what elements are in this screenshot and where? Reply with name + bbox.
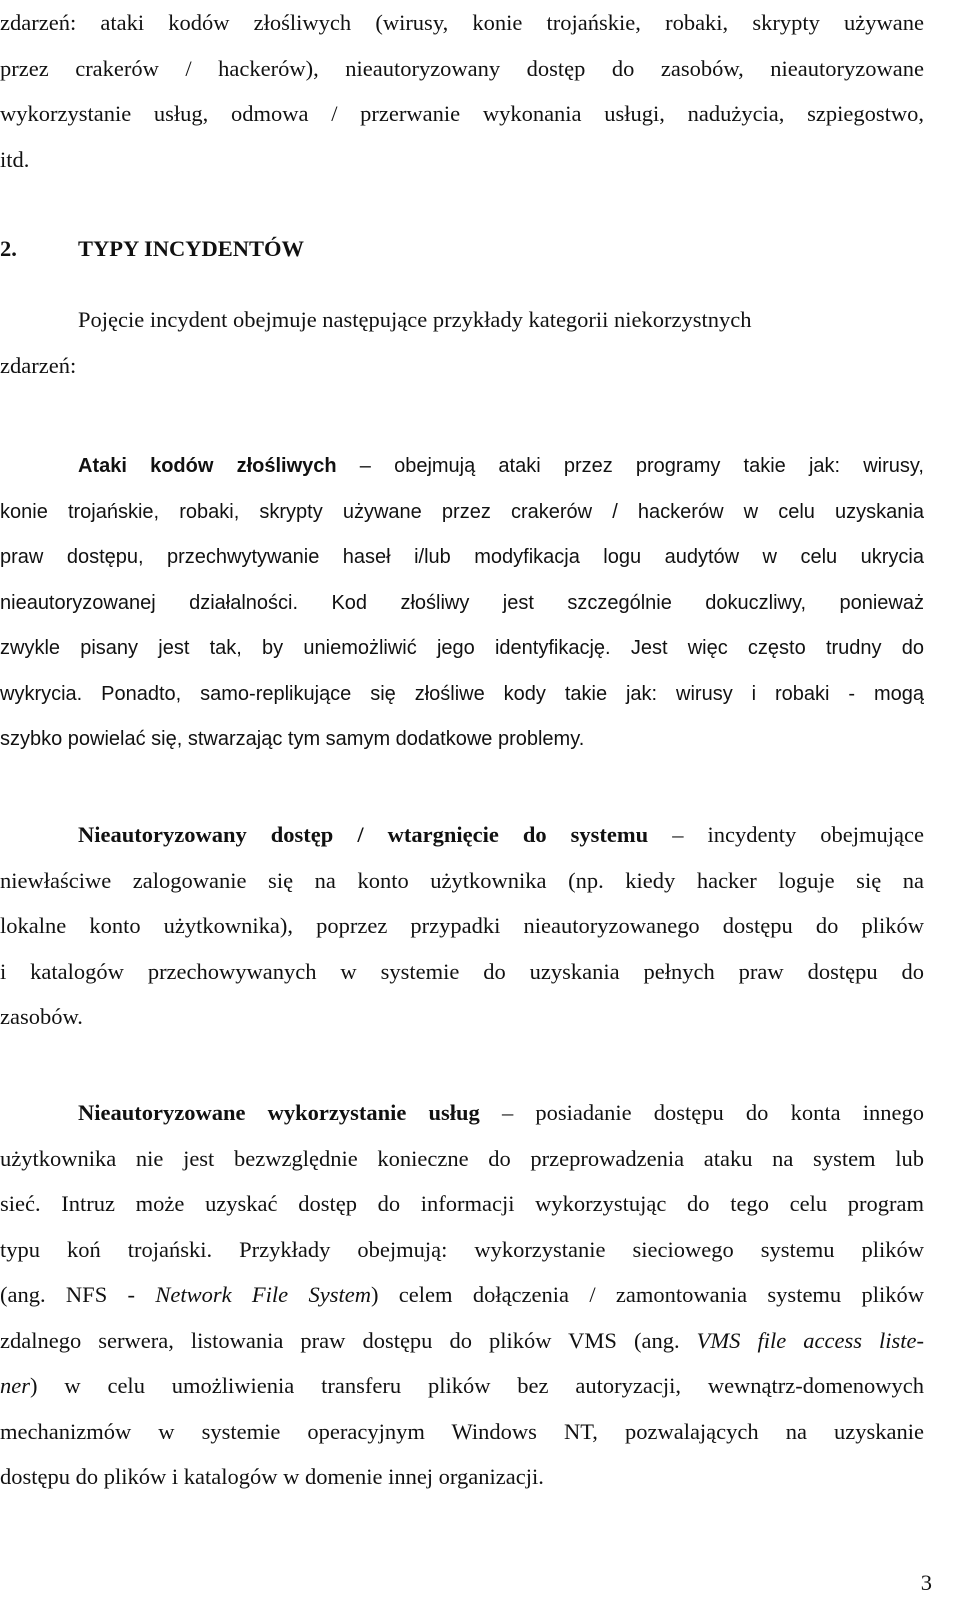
vms-term-part2: ner bbox=[0, 1373, 30, 1398]
unauthorized-access-paragraph bbox=[0, 812, 924, 1040]
concept-line: Pojęcie incydent obejmuje następujące przykłady kategorii niekorzystnych bbox=[78, 307, 752, 332]
malware-paragraph bbox=[0, 444, 924, 763]
intro-line: wykorzystanie usług, odmowa / przerwanie wykonania usługi, nadużycia, szpiegostwo, bbox=[0, 101, 924, 126]
page-number: 3 bbox=[920, 1570, 932, 1595]
malware-line: szybko powielać się, stwarzając tym samym dodatkowe problemy. bbox=[0, 728, 585, 750]
unauthorized-access-line: lokalne konto użytkownika), poprzez przypadki nieautoryzowanego dostępu do plików bbox=[0, 913, 924, 938]
intro-paragraph bbox=[0, 0, 924, 182]
unauthorized-use-first-line bbox=[0, 1090, 924, 1136]
intro-line: przez crakerów / hackerów), nieautoryzowany dostęp do zasobów, nieautoryzowane bbox=[0, 55, 924, 81]
unauthorized-use-title: Nieautoryzowane wykorzystanie usług bbox=[78, 1100, 480, 1125]
malware-first-line-text: – obejmują ataki przez programy takie jak: wirusy, bbox=[336, 455, 924, 477]
malware-line: wykrycia. Ponadto, samo-replikujące się złośliwe kody takie jak: wirusy i robaki - mogą bbox=[0, 682, 924, 705]
vms-text-before: zdalnego serwera, listowania praw dostępu do plików VMS (ang. bbox=[0, 1327, 697, 1353]
unauthorized-use-line: dostępu do plików i katalogów w domenie innej organizacji. bbox=[0, 1464, 544, 1489]
unauthorized-use-line bbox=[0, 1363, 924, 1409]
intro-line: zdarzeń: ataki kodów złośliwych (wirusy, konie trojańskie, robaki, skrypty używane bbox=[0, 10, 924, 35]
malware-first-line bbox=[0, 444, 924, 490]
vms-text-after: ) w celu umożliwienia transferu plików bez autoryzacji, wewnątrz-domenowych bbox=[30, 1373, 924, 1398]
unauthorized-use-line bbox=[0, 1318, 924, 1364]
malware-line: praw dostępu, przechwytywanie haseł i/lub modyfikacja logu audytów w celu ukrycia bbox=[0, 546, 924, 568]
unauthorized-access-line: zasobów. bbox=[0, 1004, 83, 1029]
malware-line: nieautoryzowanej działalności. Kod złośliwy jest szczególnie dokuczliwy, ponieważ bbox=[0, 591, 924, 614]
vms-term-part1: VMS file access liste- bbox=[696, 1327, 924, 1353]
section-heading bbox=[0, 231, 304, 267]
unauthorized-access-line: i katalogów przechowywanych w systemie do uzyskania pełnych praw dostępu do bbox=[0, 958, 924, 984]
section-title: TYPY INCYDENTÓW bbox=[78, 236, 305, 261]
unauthorized-use-line: użytkownika nie jest bezwzględnie konieczne do przeprowadzenia ataku na system lub bbox=[0, 1145, 924, 1171]
unauthorized-use-line: mechanizmów w systemie operacyjnym Windows NT, pozwalających na uzyskanie bbox=[0, 1418, 924, 1444]
malware-line: konie trojańskie, robaki, skrypty używane przez crakerów / hackerów w celu uzyskania bbox=[0, 500, 924, 523]
unauthorized-use-line: sieć. Intruz może uzyskać dostęp do informacji wykorzystując do tego celu program bbox=[0, 1191, 924, 1216]
unauthorized-access-first-line bbox=[0, 812, 924, 858]
unauthorized-access-title: Nieautoryzowany dostęp / wtargnięcie do systemu bbox=[78, 822, 649, 847]
concept-line: zdarzeń: bbox=[0, 353, 77, 378]
nfs-text-before: (ang. NFS - bbox=[0, 1282, 156, 1307]
unauthorized-use-line bbox=[0, 1272, 924, 1318]
section-number: 2. bbox=[0, 236, 17, 261]
unauthorized-use-line: typu koń trojański. Przykłady obejmują: wykorzystanie sieciowego systemu plików bbox=[0, 1236, 924, 1262]
unauthorized-access-first-line-text: – incydenty obejmujące bbox=[648, 822, 924, 847]
unauthorized-access-line: niewłaściwe zalogowanie się na konto użytkownika (np. kiedy hacker loguje się na bbox=[0, 867, 924, 893]
malware-title: Ataki kodów złośliwych bbox=[78, 455, 337, 477]
unauthorized-use-first-line-text: – posiadanie dostępu do konta innego bbox=[479, 1100, 924, 1125]
nfs-text-after: ) celem dołączenia / zamontowania systemu plików bbox=[370, 1282, 925, 1307]
unauthorized-use-paragraph bbox=[0, 1090, 924, 1500]
intro-line: itd. bbox=[0, 146, 30, 172]
malware-line: zwykle pisany jest tak, by uniemożliwić jego identyfikację. Jest więc często trudny do bbox=[0, 637, 924, 659]
nfs-term: Network File System bbox=[155, 1282, 371, 1307]
